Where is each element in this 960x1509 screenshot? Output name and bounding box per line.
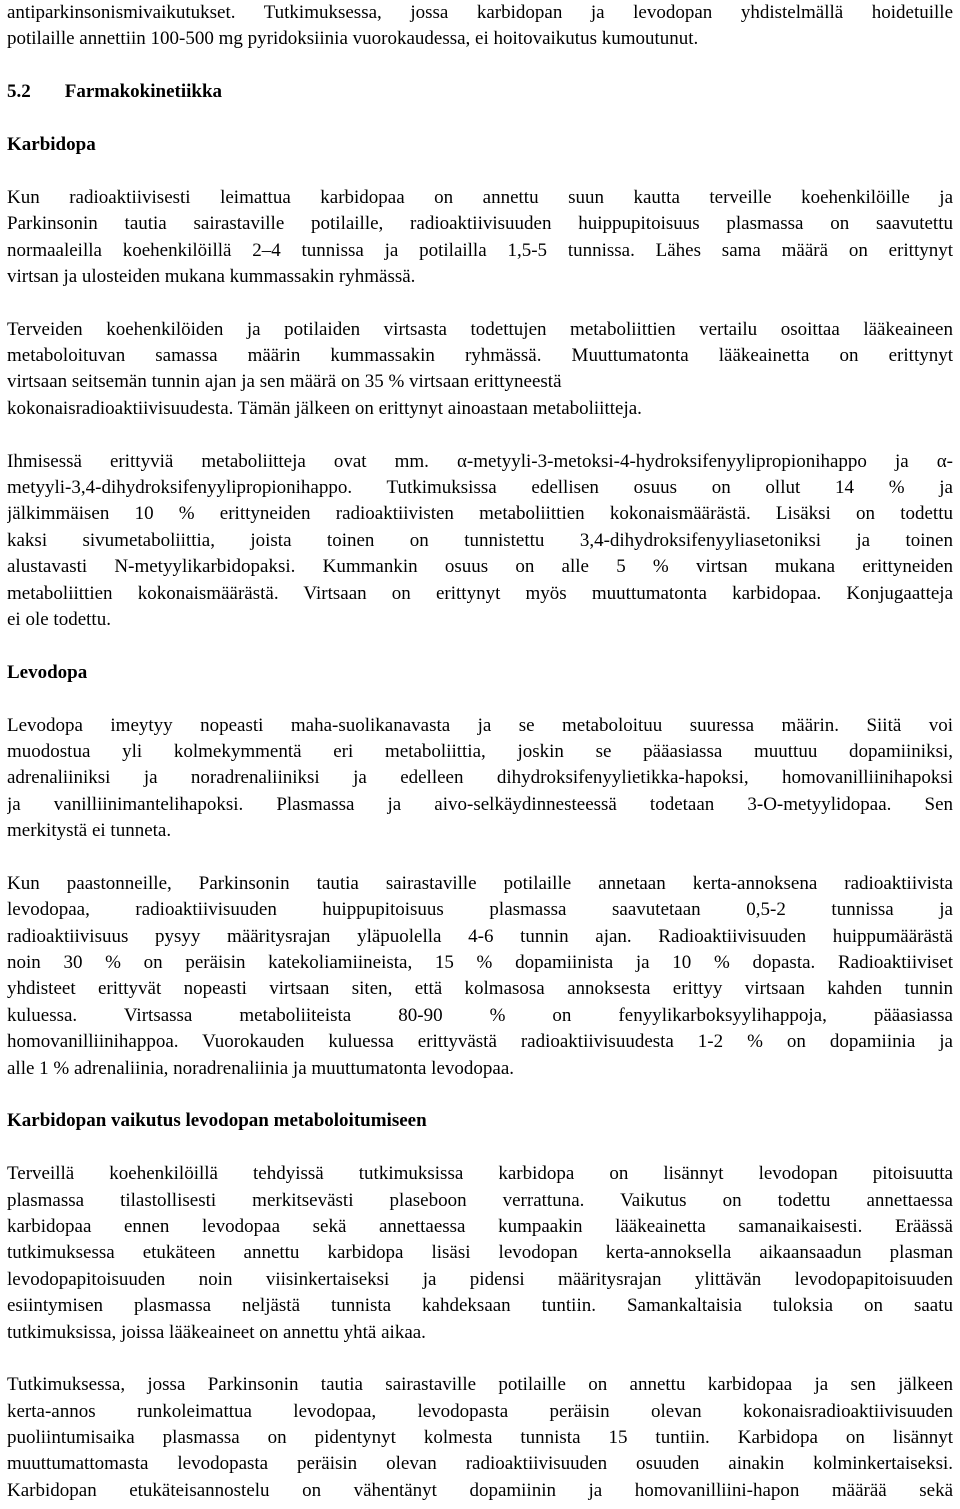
text-line: yhdisteet erittyvät nopeasti virtsaan siten, että kolmasosa annoksesta erittyy virtsaan kahden tunnin [7,978,953,1000]
text-line: Terveiden koehenkilöiden ja potilaiden virtsasta todettujen metaboliittien vertailu osoittaa lääkeaineen [7,318,953,340]
text-line: ja vanilliinimantelihapoksi. Plasmassa ja aivo-selkäydinnesteessä todetaan 3-O-metyylidopaa. Sen [7,793,953,815]
karbidopa-paragraph-3 [7,449,953,634]
text-line: normaaleilla koehenkilöillä 2–4 tunnissa ja potilailla 1,5-5 tunnissa. Lähes sama määrä on erittynyt [7,239,953,261]
interaction-paragraph-2 [7,1372,953,1504]
text-line: karbidopaa ennen levodopaa sekä annettaessa kumpaakin lääkeainetta samanaikaisesti. Eräässä [7,1215,953,1237]
text-line: merkitystä ei tunneta. [7,820,172,842]
text-line: Terveillä koehenkilöillä tehdyissä tutkimuksissa karbidopa on lisännyt levodopan pitoisuutta [7,1163,953,1185]
spacer [7,633,953,659]
spacer [7,686,953,712]
text-line: antiparkinsonismivaikutukset. Tutkimuksessa, jossa karbidopan ja levodopan yhdistelmällä hoidetuille [7,2,953,23]
text-line: jälkimmäisen 10 % erittyneiden radioaktiivisten metaboliittien kokonaismäärästä. Lisäksi on todettu [7,503,953,525]
text-line: puoliintumisaika plasmassa on pidentynyt kolmesta tunnista 15 tuntiin. Karbidopa on lisännyt [7,1427,953,1449]
document-page [7,0,953,1504]
section-title: Farmakokinetiikka [64,81,223,103]
text-line: muuttumattomasta levodopasta peräisin olevan radioaktiivisuuden osuuden ainakin kolminkertaiseksi. [7,1453,953,1475]
text-line: levodopapitoisuuden noin viisinkertaiseksi ja pidensi määritysrajan ylittävän levodopapitoisuuden [7,1268,953,1290]
text-line: kerta-annos runkoleimattua levodopaa, levodopasta peräisin olevan kokonaisradioaktiivisuuden [7,1400,953,1422]
text-line: Parkinsonin tautia sairastaville potilaille, radioaktiivisuuden huippupitoisuus plasmassa on saavutettu [7,213,953,235]
intro-paragraph [7,0,953,53]
text-line: kokonaisradioaktiivisuudesta. Tämän jälkeen on erittynyt ainoastaan metaboliitteja. [7,397,642,419]
karbidopa-paragraph-2 [7,317,953,423]
spacer [7,422,953,448]
karbidopa-paragraph-1 [7,185,953,291]
text-line: noin 30 % on peräisin katekoliamiineista, 15 % dopamiinista ja 10 % dopasta. Radioaktiiviset [7,952,953,974]
levodopa-heading: Levodopa [7,661,88,683]
spacer [7,1346,953,1372]
text-line: kaksi sivumetaboliittia, joista toinen on tunnistettu 3,4-dihydroksifenyyliasetoniksi ja toinen [7,529,953,551]
interaction-paragraph-1 [7,1161,953,1346]
text-line: Kun paastonneille, Parkinsonin tautia sairastaville potilaille annetaan kerta-annoksena radioaktiivista [7,872,953,894]
text-line: muodostua yli kolmekymmentä eri metaboliittia, joskin se pääasiassa muuttuu dopamiiniksi, [7,740,953,762]
text-line: tutkimuksissa, joissa lääkeaineet on annettu yhtä aikaa. [7,1321,426,1343]
text-line: metaboliittien kokonaismäärästä. Virtsaan on erittynyt myös muuttumatonta karbidopaa. Konjugaatteja [7,582,953,604]
spacer [7,106,953,132]
text-line: homovanilliinihappoa. Vuorokauden kuluessa erittyvästä radioaktiivisuudesta 1-2 % on dopamiinia ja [7,1031,953,1053]
spacer [7,845,953,871]
text-line: Kun radioaktiivisesti leimattua karbidopaa on annettu suun kautta terveille koehenkilöille ja [7,186,953,208]
spacer [7,158,953,184]
section-heading [7,79,953,105]
levodopa-paragraph-1 [7,713,953,845]
text-line: plasmassa tilastollisesti merkitsevästi plaseboon verrattuna. Vaikutus on todettu annettaessa [7,1189,953,1211]
text-line: radioaktiivisuus pysyy määritysrajan yläpuolella 4-6 tunnin ajan. Radioaktiivisuuden huippumäärästä [7,925,953,947]
text-line: metaboloituvan samassa määrin kummassakin ryhmässä. Muuttumatonta lääkeainetta on erittynyt [7,345,953,367]
text-line: levodopaa, radioaktiivisuuden huippupitoisuus plasmassa saavutetaan 0,5-2 tunnissa ja [7,899,953,921]
text-line: adrenaliiniksi ja noradrenaliiniksi ja edelleen dihydroksifenyylietikka-hapoksi, homovanilliinihapoksi [7,767,953,789]
text-line: Levodopa imeytyy nopeasti maha-suolikanavasta ja se metaboloituu suuressa määrin. Siitä voi [7,714,953,736]
karbidopa-heading: Karbidopa [7,133,96,155]
interaction-heading: Karbidopan vaikutus levodopan metaboloitumiseen [7,1110,427,1132]
spacer [7,53,953,79]
text-line: esiintymisen plasmassa neljästä tunnista kahdeksaan tuntiin. Samankaltaisia tuloksia on saatu [7,1295,953,1317]
spacer [7,1135,953,1161]
text-line: Ihmisessä erittyviä metaboliitteja ovat mm. α-metyyli-3-metoksi-4-hydroksifenyylipropionihappo ja α- [7,450,953,472]
spacer [7,1082,953,1108]
levodopa-paragraph-2 [7,871,953,1082]
text-line: metyyli-3,4-dihydroksifenyylipropionihappo. Tutkimuksissa edellisen osuus on ollut 14 % ja [7,477,953,499]
text-line: virtsaan seitsemän tunnin ajan ja sen määrä on 35 % virtsaan erittyneestä [7,371,562,393]
text-line: Karbidopan etukäteisannostelu on vähentänyt dopamiinin ja homovanilliini-hapon määrää sekä [7,1479,953,1501]
text-line: alle 1 % adrenaliinia, noradrenaliinia ja muuttumatonta levodopaa. [7,1057,515,1079]
section-number: 5.2 [7,81,31,103]
text-line: alustavasti N-metyylikarbidopaksi. Kummankin osuus on alle 5 % virtsan mukana erittyneiden [7,556,953,578]
text-line: kuluessa. Virtsassa metaboliiteista 80-90 % on fenyylikarboksyylihappoja, pääasiassa [7,1004,953,1026]
text-line: ei ole todettu. [7,608,111,630]
text-line: virtsan ja ulosteiden mukana kummassakin ryhmässä. [7,265,416,287]
spacer [7,290,953,316]
text-line: Tutkimuksessa, jossa Parkinsonin tautia sairastaville potilaille on annettu karbidopaa ja sen jälkeen [7,1374,953,1396]
text-line: potilaille annettiin 100-500 mg pyridoksiinia vuorokaudessa, ei hoitovaikutus kumoutunut. [7,28,699,50]
text-line: tutkimuksessa etukäteen annettu karbidopa lisäsi levodopan kerta-annoksella aikaansaadun plasman [7,1242,953,1264]
